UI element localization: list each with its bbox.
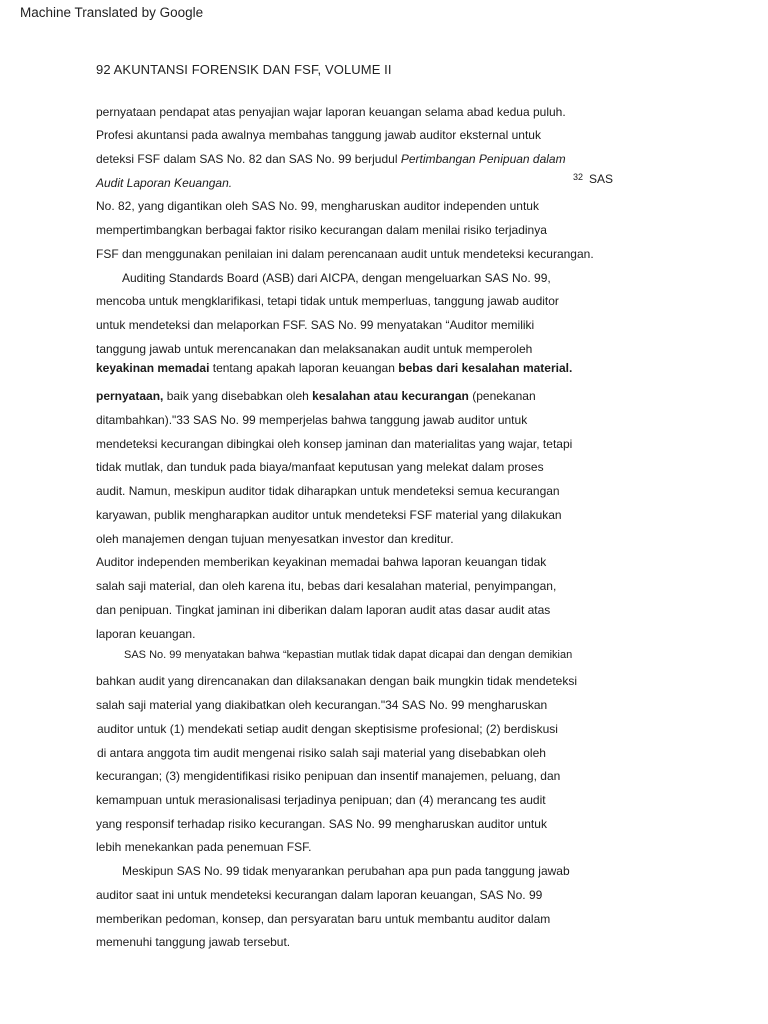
bold-run: pernyataan, [96,389,164,403]
text-run: SAS [589,172,614,186]
text-line: tanggung jawab untuk merencanakan dan melaksanakan audit untuk memperoleh [96,342,533,356]
text-run: tentang apakah laporan keuangan [209,361,399,375]
text-line: Auditor independen memberikan keyakinan memadai bahwa laporan keuangan tidak [96,555,547,569]
text-line: mempertimbangkan berbagai faktor risiko kecurangan dalam menilai risiko terjadinya [96,223,547,237]
footnote-number: 32 [573,172,584,182]
text-line: lebih menekankan pada penemuan FSF. [96,840,312,854]
text-line [96,360,572,376]
text-line: kecurangan; (3) mengidentifikasi risiko penipuan dan insentif manajemen, peluang, dan [96,769,561,783]
text-line: dan penipuan. Tingkat jaminan ini diberikan dalam laporan audit atas dasar audit atas [96,603,551,617]
text-line: kemampuan untuk merasionalisasi terjadinya penipuan; dan (4) merancang tes audit [96,793,546,807]
text-line: tidak mutlak, dan tunduk pada biaya/manfaat keputusan yang melekat dalam proses [96,460,544,474]
text-line: bahkan audit yang direncanakan dan dilaksanakan dengan baik mungkin tidak mendeteksi [96,674,578,688]
text-line: audit. Namun, meskipun auditor tidak diharapkan untuk mendeteksi semua kecurangan [96,484,560,498]
text-line: karyawan, publik mengharapkan auditor untuk mendeteksi FSF material yang dilakukan [96,508,562,522]
machine-translated-label: Machine Translated by Google [20,5,204,20]
text-line: salah saji material yang diakibatkan oleh kecurangan."34 SAS No. 99 mengharuskan [96,698,548,712]
text-line: yang responsif terhadap risiko kecurangan. SAS No. 99 mengharuskan auditor untuk [96,817,547,831]
text-line: oleh manajemen dengan tujuan menyesatkan investor dan kreditur. [96,532,454,546]
text-line: mencoba untuk mengklarifikasi, tetapi tidak untuk memperluas, tanggung jawab auditor [96,294,559,308]
text-line: Auditing Standards Board (ASB) dari AICPA, dengan mengeluarkan SAS No. 99, [122,271,551,285]
text-line: salah saji material, dan oleh karena itu, bebas dari kesalahan material, penyimpangan, [96,579,557,593]
italic-title: Pertimbangan Penipuan dalam [400,152,566,166]
text-line [96,175,232,191]
text-run: (penekanan [468,389,536,403]
text-line: Profesi akuntansi pada awalnya membahas tanggung jawab auditor eksternal untuk [96,128,541,142]
text-line: di antara anggota tim audit mengenai risiko salah saji material yang disebabkan oleh [97,746,546,760]
bold-run: bebas dari kesalahan material. [398,361,573,375]
text-line: auditor untuk (1) mendekati setiap audit dengan skeptisisme profesional; (2) berdiskusi [97,722,558,736]
text-line: FSF dan menggunakan penilaian ini dalam perencanaan audit untuk mendeteksi kecurangan. [96,247,594,261]
text-run: baik yang disebabkan oleh [163,389,313,403]
text-line: memberikan pedoman, konsep, dan persyaratan baru untuk membantu auditor dalam [96,912,551,926]
bold-run: keyakinan memadai [96,361,210,375]
text-line: mendeteksi kecurangan dibingkai oleh konsep jaminan dan materialitas yang wajar, tetapi [96,437,573,451]
text-line [96,388,536,404]
text-line: No. 82, yang digantikan oleh SAS No. 99, mengharuskan auditor independen untuk [96,199,539,213]
italic-title: Audit Laporan Keuangan. [96,176,233,190]
text-line [96,151,566,167]
bold-run: kesalahan atau kecurangan [312,389,469,403]
running-head: 92 AKUNTANSI FORENSIK DAN FSF, VOLUME II [96,62,392,77]
text-line: Meskipun SAS No. 99 tidak menyarankan perubahan apa pun pada tanggung jawab [122,864,570,878]
text-line: untuk mendeteksi dan melaporkan FSF. SAS No. 99 menyatakan “Auditor memiliki [96,318,535,332]
text-line: pernyataan pendapat atas penyajian wajar laporan keuangan selama abad kedua puluh. [96,105,566,119]
text-line: memenuhi tanggung jawab tersebut. [96,935,291,949]
text-line: auditor saat ini untuk mendeteksi kecurangan dalam laporan keuangan, SAS No. 99 [96,888,543,902]
text-run: deteksi FSF dalam SAS No. 82 dan SAS No. 99 berjudul [96,152,401,166]
text-line: SAS No. 99 menyatakan bahwa “kepastian mutlak tidak dapat dicapai dan dengan demikian [124,649,573,661]
footnote-ref [573,171,613,188]
text-line: ditambahkan)."33 SAS No. 99 memperjelas bahwa tanggung jawab auditor untuk [96,413,528,427]
text-line: laporan keuangan. [96,627,196,641]
